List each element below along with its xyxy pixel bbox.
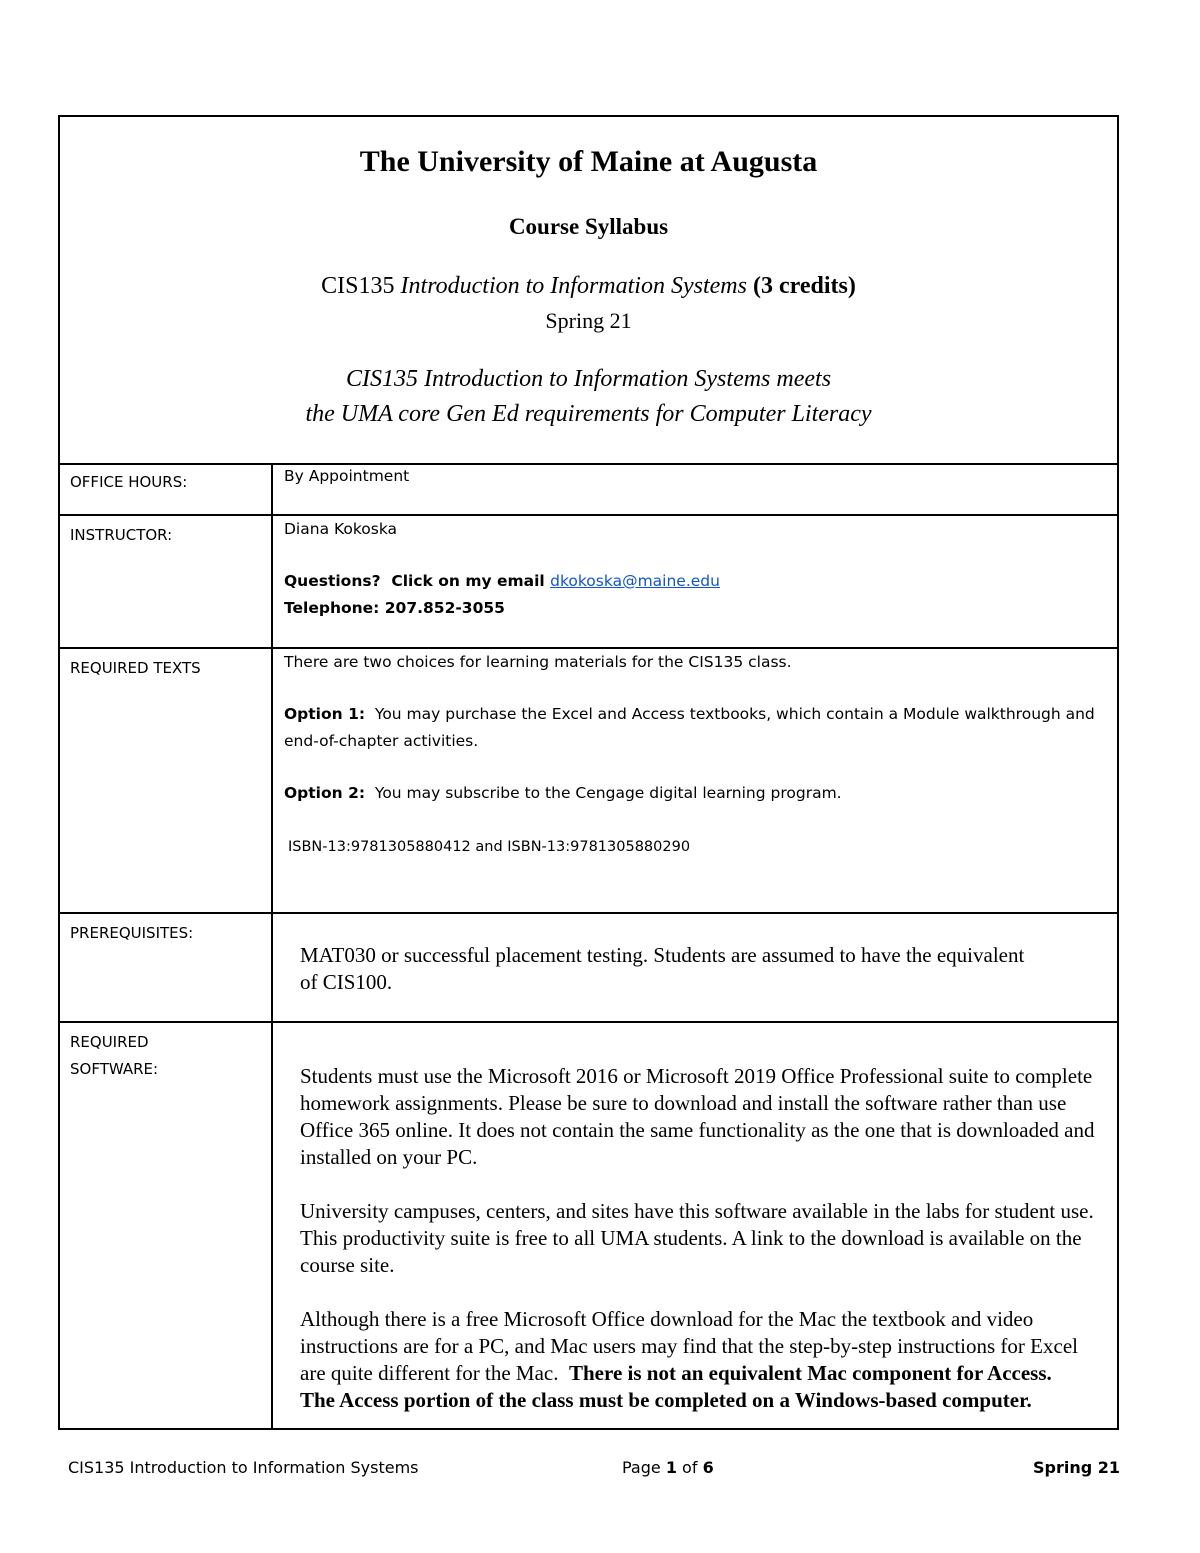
- required-software-row: [60, 1023, 1117, 1428]
- footer-page-total: 6: [702, 1458, 714, 1477]
- instructor-telephone: Telephone: 207.852-3055: [284, 599, 505, 617]
- course-name: Introduction to Information Systems: [400, 273, 747, 299]
- footer-page-current: 1: [665, 1458, 677, 1477]
- required-software-label: [70, 1029, 260, 1083]
- isbn-numbers: ISBN-13:9781305880412 and ISBN-13:9781305880290: [288, 839, 691, 855]
- office-hours-row: [60, 463, 1117, 516]
- footer-term: Spring 21: [1032, 1458, 1120, 1477]
- option-1-text: You may purchase the Excel and Access textbooks, which contain a Module walkthrough and end-of-chapter activities.: [284, 705, 1100, 750]
- course-credits: (3 credits): [752, 273, 856, 299]
- software-paragraph-3-normal: Although there is a free Microsoft Office download for the Mac the textbook and video instructions are for a PC, and Mac users may find that the step-by-step instructions for Excel are quite different for the Mac.: [300, 1307, 1084, 1385]
- instructor-name: Diana Kokoska: [284, 520, 398, 538]
- gen-ed-line-2: the UMA core Gen Ed requirements for Computer Literacy: [305, 401, 872, 427]
- software-paragraph-2: University campuses, centers, and sites have this software available in the labs for student use. This productivity suite is free to all UMA students. A link to the download is available on the course site.: [300, 1199, 1094, 1277]
- instructor-label: INSTRUCTOR:: [70, 526, 173, 544]
- footer-page-prefix: Page: [622, 1458, 666, 1477]
- university-name: The University of Maine at Augusta: [359, 145, 818, 178]
- software-paragraph-1: Students must use the Microsoft 2016 or Microsoft 2019 Office Professional suite to complete homework assignments. Please be sure to download and install the software rather than use Office 365 online. It does not contain the same functionality as the one that is downloaded and installed on your PC.: [300, 1064, 1095, 1169]
- document-title: Course Syllabus: [508, 214, 669, 239]
- footer-page-of: of: [676, 1458, 703, 1477]
- gen-ed-line-1: CIS135 Introduction to Information Systems meets: [345, 366, 832, 392]
- instructor-contact-line: [284, 568, 1107, 595]
- instructor-row: [60, 516, 1117, 649]
- required-texts-row: [60, 649, 1117, 914]
- required-software-label-line2: SOFTWARE:: [70, 1060, 159, 1078]
- software-paragraph-3: [300, 1306, 1087, 1414]
- course-title: [60, 273, 1117, 300]
- syllabus-header: [60, 117, 1117, 465]
- course-code: CIS135: [321, 273, 395, 299]
- option-2-text: You may subscribe to the Cengage digital learning program.: [365, 784, 842, 802]
- syllabus-table: [58, 115, 1119, 1430]
- questions-prefix: Questions? Click on my email: [284, 572, 551, 590]
- option-1-label: Option 1:: [284, 705, 366, 723]
- required-texts-intro: There are two choices for learning materials for the CIS135 class.: [284, 653, 792, 671]
- prerequisites-row: [60, 914, 1117, 1023]
- required-software-label-line1: REQUIRED: [70, 1033, 149, 1051]
- option-1: [284, 701, 1107, 755]
- footer-course-title: CIS135 Introduction to Information Systems: [68, 1458, 419, 1477]
- software-paragraph-3-bold: There is not an equivalent Mac component for Access. The Access portion of the class must be completed on a Windows-based computer.: [300, 1361, 1052, 1412]
- instructor-email-link[interactable]: dkokoska@maine.edu: [550, 572, 720, 590]
- option-2-label: Option 2:: [284, 784, 366, 802]
- prerequisites-text: MAT030 or successful placement testing. Students are assumed to have the equivalent of CIS100.: [300, 943, 1025, 994]
- prerequisites-label: PREREQUISITES:: [70, 924, 194, 942]
- footer-page-number: [622, 1458, 714, 1477]
- required-texts-label: REQUIRED TEXTS: [70, 659, 201, 677]
- page-footer: [68, 1458, 1120, 1484]
- course-term: Spring 21: [545, 308, 632, 333]
- office-hours-label: OFFICE HOURS:: [70, 473, 188, 491]
- option-2: [284, 780, 1107, 807]
- office-hours-value: By Appointment: [284, 467, 410, 485]
